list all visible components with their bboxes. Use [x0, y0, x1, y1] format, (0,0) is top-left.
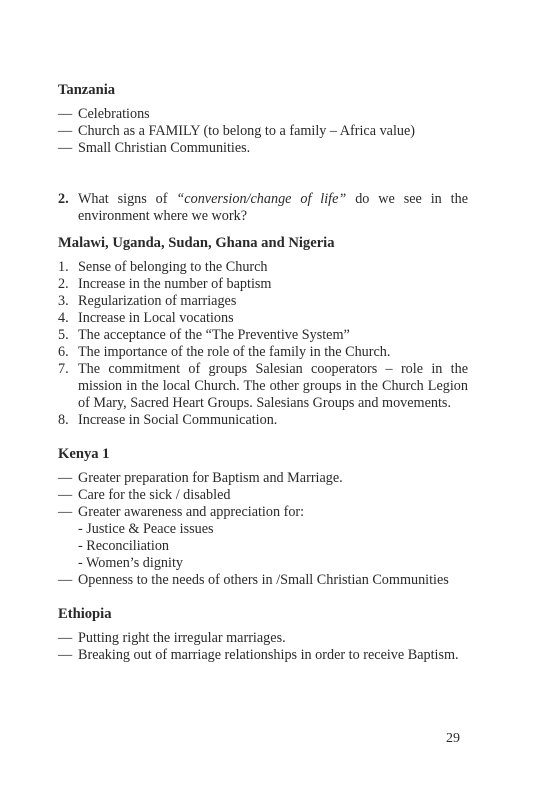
- item-number: 2.: [58, 276, 69, 292]
- list-item: [58, 327, 468, 344]
- heading-ethiopia: Ethiopia: [58, 606, 112, 622]
- dash-marker: —: [58, 106, 73, 122]
- sub-list-item: - Reconciliation: [78, 538, 170, 554]
- item-number: 6.: [58, 344, 69, 360]
- item-number: 8.: [58, 412, 69, 428]
- list-tanzania: [58, 106, 468, 157]
- question-number: 2.: [58, 191, 69, 207]
- list-item: [58, 572, 468, 589]
- list-item: [58, 310, 468, 327]
- page-content: [58, 74, 468, 664]
- dash-marker: —: [58, 572, 73, 588]
- question-emphasis: “conversion/change of life”: [176, 191, 347, 207]
- list-item: [58, 487, 468, 504]
- item-number: 1.: [58, 259, 69, 275]
- list-item: [58, 361, 468, 412]
- question-text-before: What signs of: [78, 191, 177, 207]
- list-item-text: The acceptance of the “The Preventive System”: [78, 327, 350, 343]
- list-item: [58, 293, 468, 310]
- item-number: 4.: [58, 310, 69, 326]
- list-item-text: Openness to the needs of others in /Small Christian Communities: [78, 572, 449, 588]
- item-number: 5.: [58, 327, 69, 343]
- list-item-text: The commitment of groups Salesian cooperators – role in the mission in the local Church. The other groups in the Church Legion of Mary, Sacred Heart Groups. Salesians Groups and movements.: [78, 361, 468, 411]
- question-2: [58, 191, 468, 225]
- sub-list-item: - Women’s dignity: [78, 555, 183, 571]
- item-number: 3.: [58, 293, 69, 309]
- list-item-text: Breaking out of marriage relationships in order to receive Baptism.: [78, 647, 459, 663]
- list-ethiopia: [58, 630, 468, 664]
- list-item: [58, 630, 468, 647]
- heading-tanzania: Tanzania: [58, 82, 116, 98]
- list-item-text: Church as a FAMILY (to belong to a family – Africa value): [78, 123, 416, 139]
- list-item-text: Greater awareness and appreciation for:: [78, 504, 305, 520]
- dash-marker: —: [58, 504, 73, 520]
- list-item: [58, 412, 468, 429]
- list-item: [58, 140, 468, 157]
- list-item: [58, 259, 468, 276]
- dash-marker: —: [58, 647, 73, 663]
- list-item: [58, 344, 468, 361]
- list-item-text: Sense of belonging to the Church: [78, 259, 268, 275]
- list-item-text: Greater preparation for Baptism and Marriage.: [78, 470, 343, 486]
- heading-malawi: Malawi, Uganda, Sudan, Ghana and Nigeria: [58, 235, 335, 251]
- dash-marker: —: [58, 470, 73, 486]
- page-number: 29: [446, 731, 460, 746]
- dash-marker: —: [58, 487, 73, 503]
- list-item-text: Care for the sick / disabled: [78, 487, 231, 503]
- list-item-text: Small Christian Communities.: [78, 140, 251, 156]
- list-item: [58, 106, 468, 123]
- list-item-text: Celebrations: [78, 106, 150, 122]
- list-item: [58, 504, 468, 572]
- list-item-text: Regularization of marriages: [78, 293, 237, 309]
- question-text-after: do we see in the environment where we work?: [78, 191, 468, 224]
- list-kenya: [58, 470, 468, 589]
- list-item-text: Increase in Local vocations: [78, 310, 234, 326]
- dash-marker: —: [58, 123, 73, 139]
- dash-marker: —: [58, 140, 73, 156]
- heading-kenya: Kenya 1: [58, 446, 110, 462]
- list-item-text: Putting right the irregular marriages.: [78, 630, 286, 646]
- list-item-text: Increase in the number of baptism: [78, 276, 272, 292]
- sub-list-item: - Justice & Peace issues: [78, 521, 214, 537]
- list-item: [58, 470, 468, 487]
- item-number: 7.: [58, 361, 69, 377]
- list-item-text: The importance of the role of the family in the Church.: [78, 344, 391, 360]
- list-item: [58, 276, 468, 293]
- list-item-text: Increase in Social Communication.: [78, 412, 278, 428]
- list-item: [58, 123, 468, 140]
- list-malawi: [58, 259, 468, 429]
- dash-marker: —: [58, 630, 73, 646]
- list-item: [58, 647, 468, 664]
- sub-list-kenya: [78, 521, 468, 572]
